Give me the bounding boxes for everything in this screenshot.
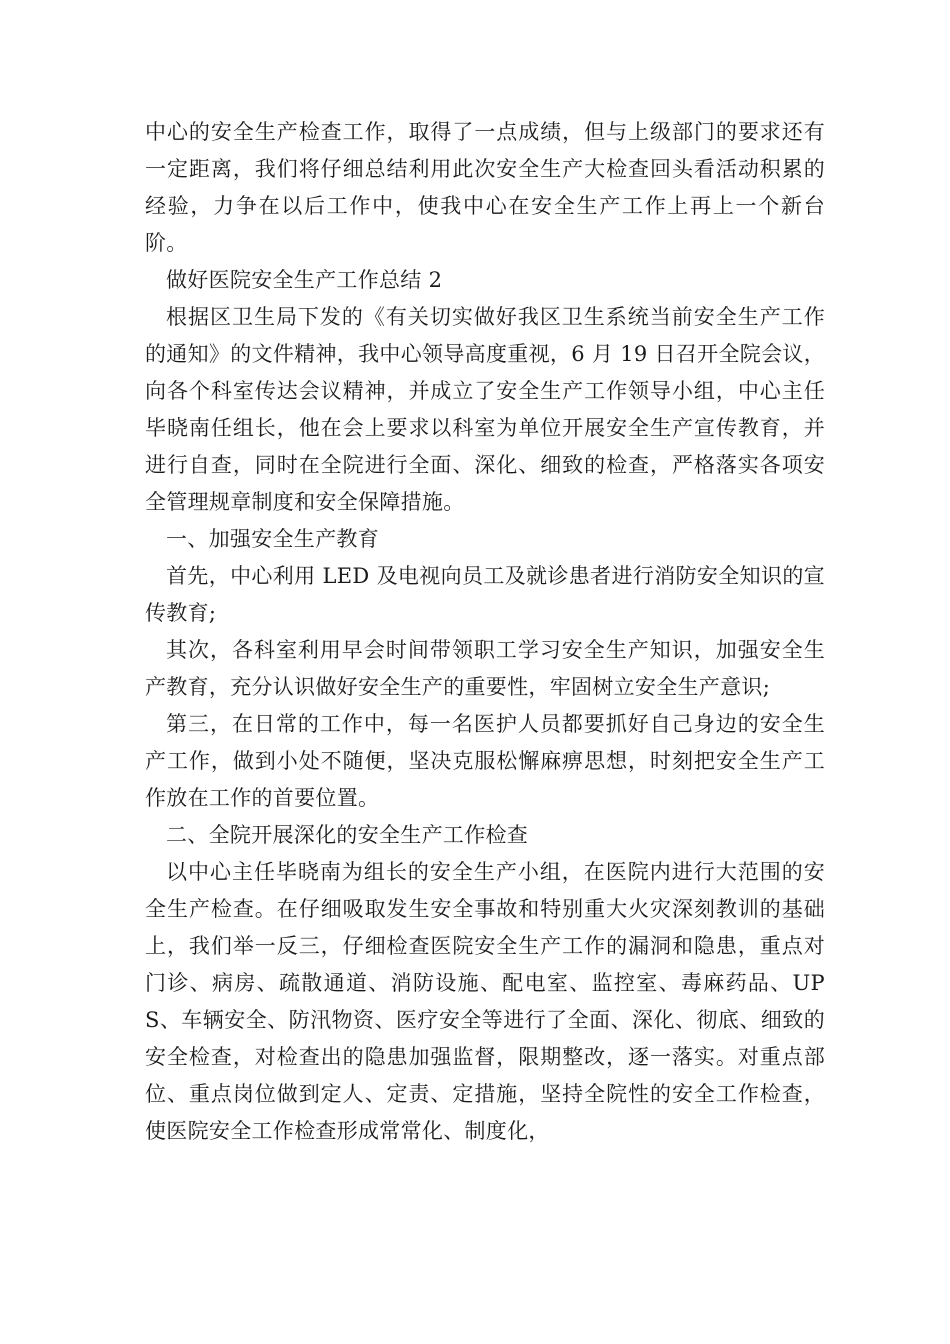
document-body xyxy=(145,114,825,1150)
paragraph-intro: 根据区卫生局下发的《有关切实做好我区卫生系统当前安全生产工作的通知》的文件精神，我中心领导高度重视，6 月 19 日召开全院会议，向各个科室传达会议精神，并成立了安全生产工作领导小组，中心主任毕晓南任组长，他在会上要求以科室为单位开展安全生产宣传教育，并进行自查，同时在全院进行全面、深化、细致的检查，严格落实各项安全管理规章制度和安全保障措施。 xyxy=(145,305,825,514)
section-heading-1: 一、加强安全生产教育 xyxy=(166,527,379,551)
paragraph-third: 第三，在日常的工作中，每一名医护人员都要抓好自己身边的安全生产工作，做到小处不随便，坚决克服松懈麻痹思想，时刻把安全生产工作放在工作的首要位置。 xyxy=(145,712,825,810)
paragraph-inspection: 以中心主任毕晓南为组长的安全生产小组，在医院内进行大范围的安全生产检查。在仔细吸取发生安全事故和特别重大火灾深刻教训的基础上，我们举一反三，仔细检查医院安全生产工作的漏洞和隐患，重点对门诊、病房、疏散通道、消防设施、配电室、监控室、毒麻药品、UPS、车辆安全、防汛物资、医疗安全等进行了全面、深化、彻底、细致的安全检查，对检查出的隐患加强监督，限期整改，逐一落实。对重点部位、重点岗位做到定人、定责、定措施，坚持全院性的安全工作检查，使医院安全工作检查形成常常化、制度化， xyxy=(145,860,825,1143)
section-heading-2: 二、全院开展深化的安全生产工作检查 xyxy=(166,823,529,847)
paragraph-continuation: 中心的安全生产检查工作，取得了一点成绩，但与上级部门的要求还有一定距离，我们将仔细总结利用此次安全生产大检查回头看活动积累的经验，力争在以后工作中，使我中心在安全生产工作上再上一个新台阶。 xyxy=(145,120,825,255)
section-title: 做好医院安全生产工作总结 2 xyxy=(166,268,443,292)
paragraph-first: 首先，中心利用 LED 及电视向员工及就诊患者进行消防安全知识的宣传教育; xyxy=(145,564,825,625)
paragraph-second: 其次，各科室利用早会时间带领职工学习安全生产知识，加强安全生产教育，充分认识做好安全生产的重要性，牢固树立安全生产意识; xyxy=(145,638,825,699)
